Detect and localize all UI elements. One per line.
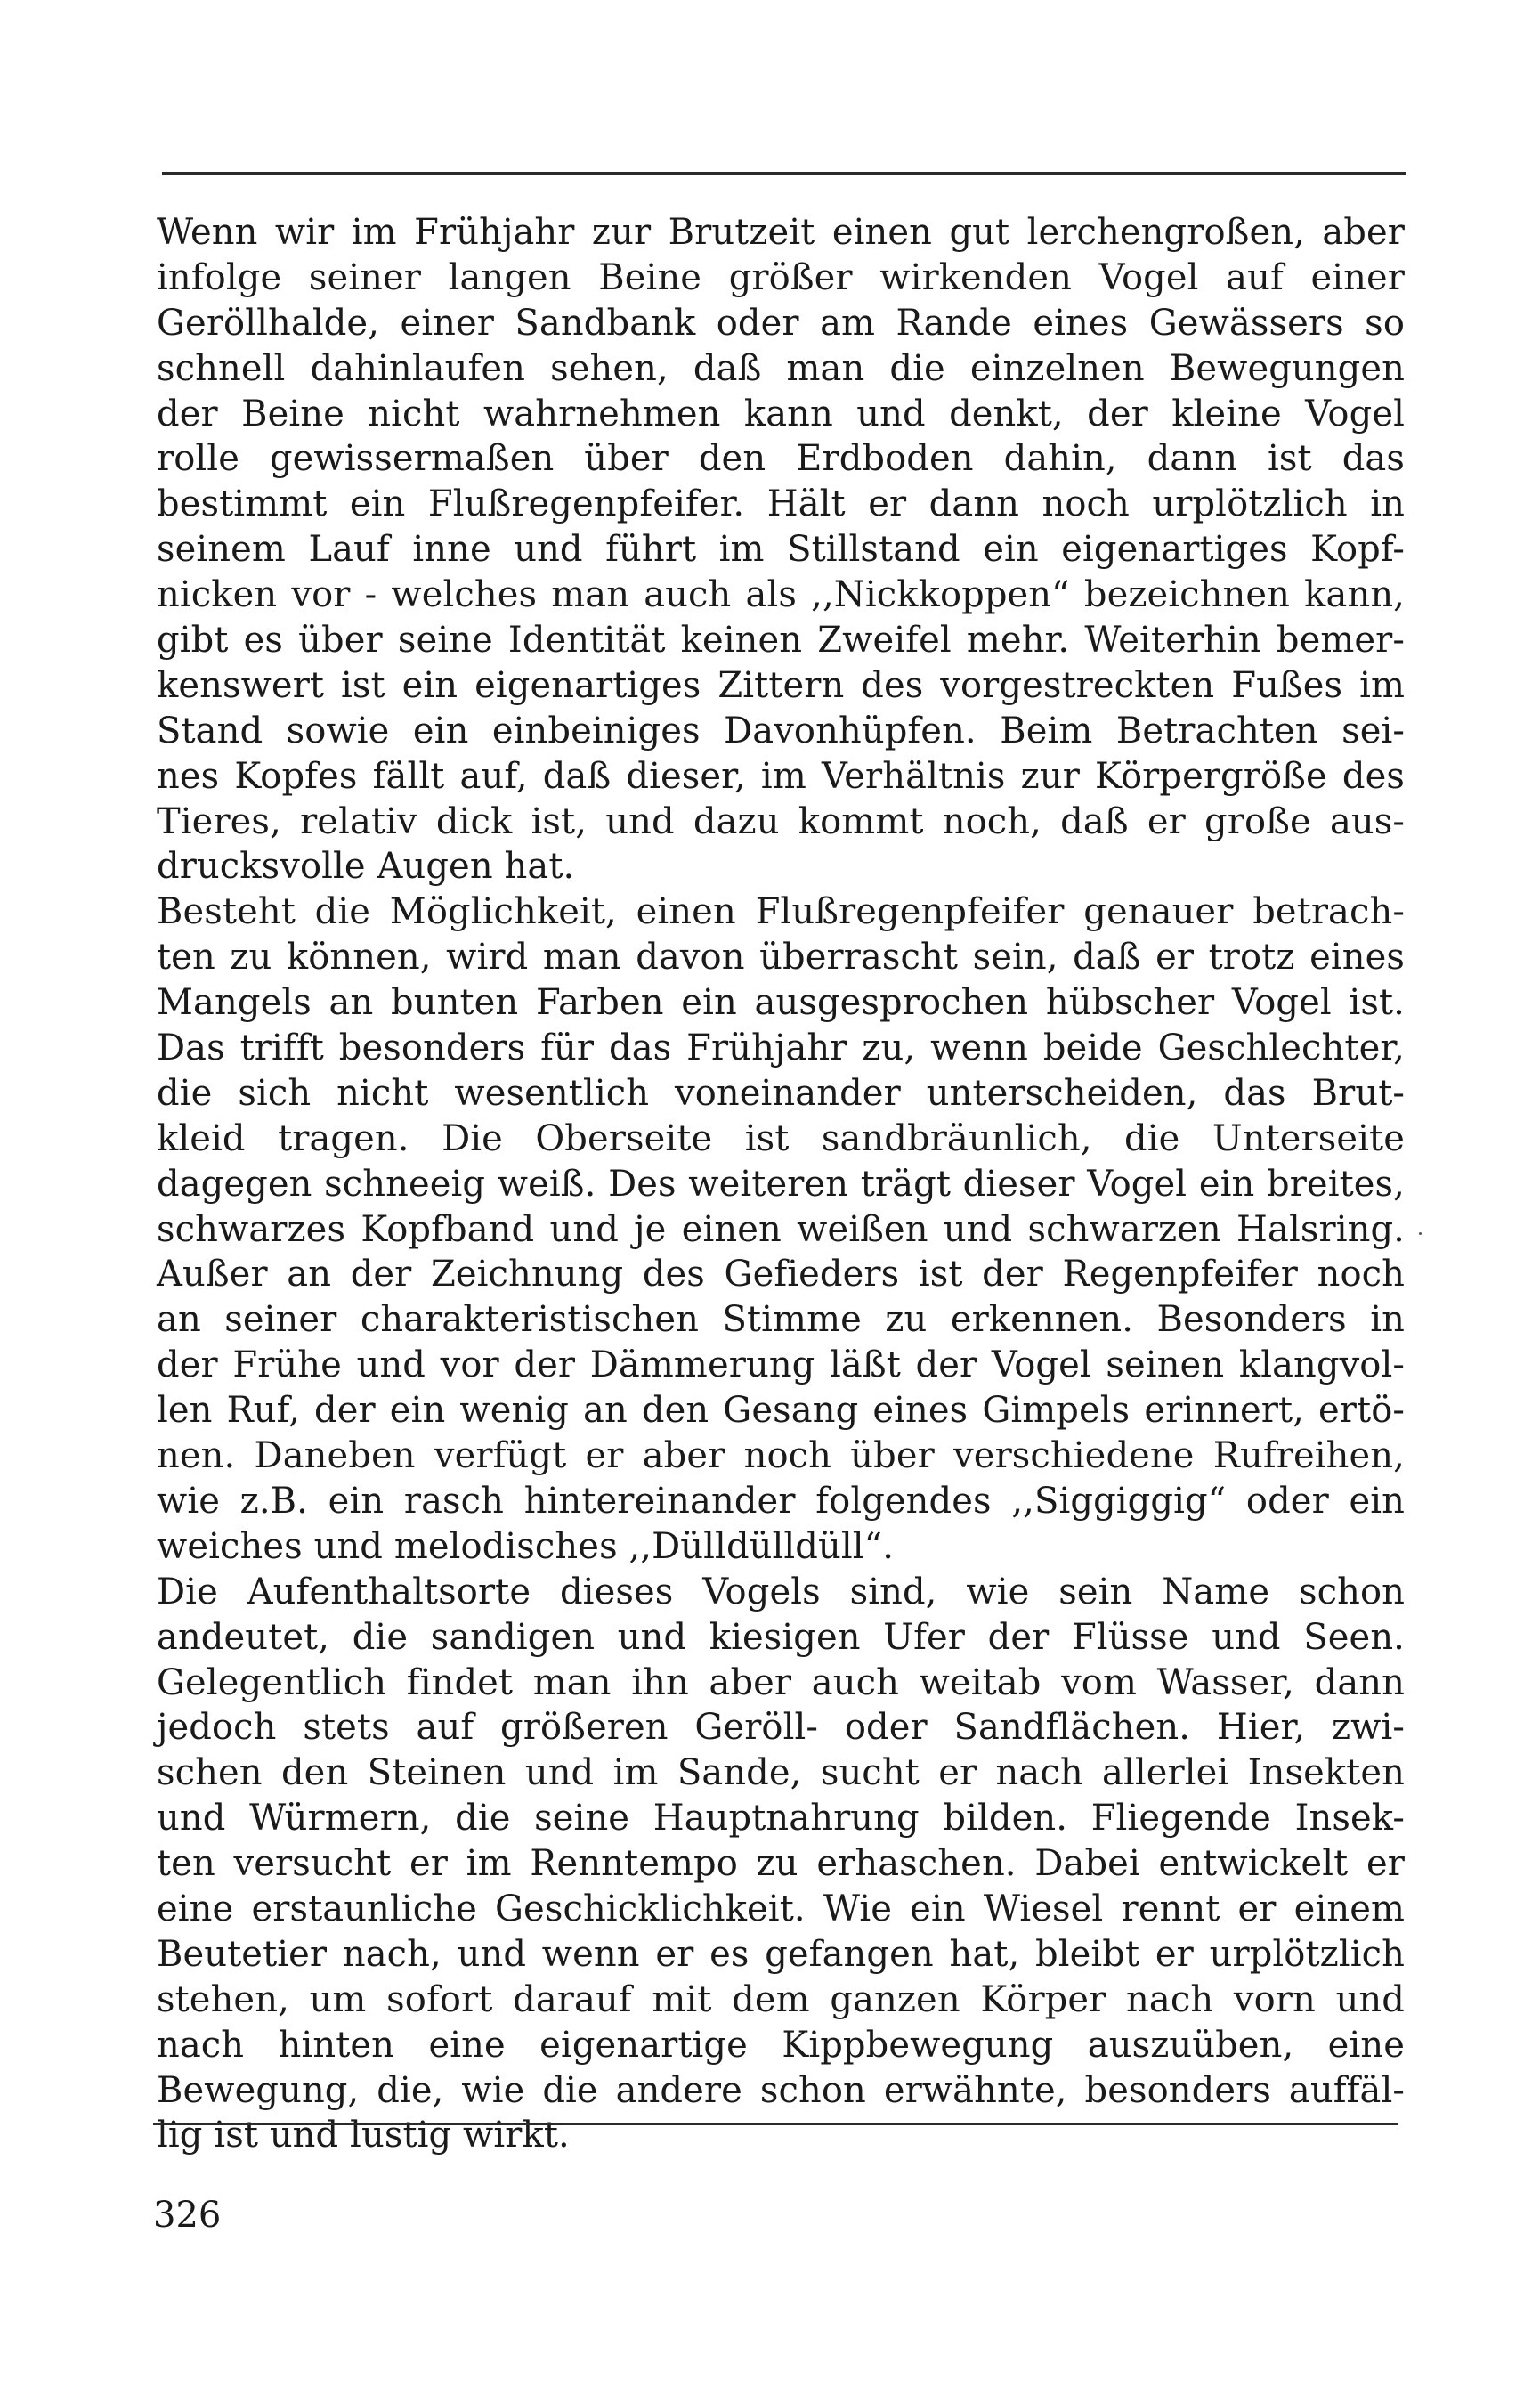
text-line: und Würmern, die seine Hauptnahrung bilden. Fliegende Insek- xyxy=(157,1798,1405,1840)
text-line: infolge seiner langen Beine größer wirkenden Vogel auf einer xyxy=(157,256,1405,298)
text-line: an seiner charakteristischen Stimme zu erkennen. Besonders in xyxy=(157,1299,1405,1341)
text-line: kenswert ist ein eigenartiges Zittern des vorgestreckten Fußes im xyxy=(157,664,1405,706)
bottom-rule xyxy=(153,2123,1398,2125)
text-line: ten zu können, wird man davon überrascht sein, daß er trotz eines xyxy=(157,937,1405,979)
text-line: bestimmt ein Flußregenpfeifer. Hält er dann noch urplötzlich in xyxy=(157,483,1405,525)
text-line: Wenn wir im Frühjahr zur Brutzeit einen gut lerchengroßen, aber xyxy=(157,212,1405,253)
text-line: weiches und melodisches ,,Dülldülldüll“. xyxy=(157,1525,895,1567)
text-line: nach hinten eine eigenartige Kippbewegung auszuüben, eine xyxy=(157,2024,1405,2066)
text-line: nicken vor - welches man auch als ,,Nickkoppen“ bezeichnen kann, xyxy=(157,574,1405,616)
text-line: dagegen schneeig weiß. Des weiteren trägt dieser Vogel ein breites, xyxy=(157,1163,1405,1205)
text-line: rolle gewissermaßen über den Erdboden dahin, dann ist das xyxy=(157,438,1405,480)
top-rule xyxy=(162,172,1406,175)
text-line: Stand sowie ein einbeiniges Davonhüpfen. Beim Betrachten sei- xyxy=(157,710,1405,751)
text-line: der Frühe und vor der Dämmerung läßt der Vogel seinen klangvol- xyxy=(157,1344,1405,1386)
text-line: andeutet, die sandigen und kiesigen Ufer der Flüsse und Seen. xyxy=(157,1616,1405,1658)
text-line: Die Aufenthaltsorte dieses Vogels sind, wie sein Name schon xyxy=(157,1571,1405,1612)
text-line: Mangels an bunten Farben ein ausgesprochen hübscher Vogel ist. xyxy=(157,982,1405,1024)
text-line: wie z.B. ein rasch hintereinander folgendes ,,Siggiggig“ oder ein xyxy=(157,1480,1405,1522)
text-line: Geröllhalde, einer Sandbank oder am Rande eines Gewässers so xyxy=(157,302,1405,344)
text-line: kleid tragen. Die Oberseite ist sandbräunlich, die Unterseite xyxy=(157,1117,1405,1159)
text-line: schwarzes Kopfband und je einen weißen und schwarzen Halsring. xyxy=(157,1208,1405,1250)
text-line: jedoch stets auf größeren Geröll- oder Sandflächen. Hier, zwi- xyxy=(157,1707,1405,1749)
print-speck xyxy=(1419,1232,1422,1235)
text-line: ten versucht er im Renntempo zu erhaschen. Dabei entwickelt er xyxy=(157,1843,1405,1885)
text-line: eine erstaunliche Geschicklichkeit. Wie ein Wiesel rennt er einem xyxy=(157,1888,1405,1929)
text-line: len Ruf, der ein wenig an den Gesang eines Gimpels erinnert, ertö- xyxy=(157,1390,1405,1432)
text-line: seinem Lauf inne und führt im Stillstand ein eigenartiges Kopf- xyxy=(157,529,1405,571)
text-line: gibt es über seine Identität keinen Zweifel mehr. Weiterhin bemer- xyxy=(157,620,1405,662)
page-number: 326 xyxy=(153,2195,222,2236)
text-line: drucksvolle Augen hat. xyxy=(157,846,575,888)
text-line: Bewegung, die, wie die andere schon erwähnte, besonders auffäl- xyxy=(157,2069,1405,2111)
body-text xyxy=(157,210,1405,2158)
text-line: Beutetier nach, und wenn er es gefangen hat, bleibt er urplötzlich xyxy=(157,1933,1405,1975)
text-line: Außer an der Zeichnung des Gefieders ist der Regenpfeifer noch xyxy=(157,1254,1405,1295)
text-line: stehen, um sofort darauf mit dem ganzen Körper nach vorn und xyxy=(157,1978,1405,2020)
text-line: Besteht die Möglichkeit, einen Flußregenpfeifer genauer betrach- xyxy=(157,891,1405,933)
text-line: schen den Steinen und im Sande, sucht er nach allerlei Insekten xyxy=(157,1752,1405,1794)
text-line: Tieres, relativ dick ist, und dazu kommt noch, daß er große aus- xyxy=(157,800,1405,842)
text-line: nen. Daneben verfügt er aber noch über verschiedene Rufreihen, xyxy=(157,1435,1405,1477)
text-line: die sich nicht wesentlich voneinander unterscheiden, das Brut- xyxy=(157,1072,1405,1114)
text-line: lig ist und lustig wirkt. xyxy=(157,2115,570,2156)
text-line: Das trifft besonders für das Frühjahr zu, wenn beide Geschlechter, xyxy=(157,1027,1405,1069)
text-line: der Beine nicht wahrnehmen kann und denkt, der kleine Vogel xyxy=(157,393,1405,435)
text-line: schnell dahinlaufen sehen, daß man die einzelnen Bewegungen xyxy=(157,347,1405,389)
text-line: Gelegentlich findet man ihn aber auch weitab vom Wasser, dann xyxy=(157,1661,1405,1703)
text-line: nes Kopfes fällt auf, daß dieser, im Verhältnis zur Körpergröße des xyxy=(157,755,1405,797)
